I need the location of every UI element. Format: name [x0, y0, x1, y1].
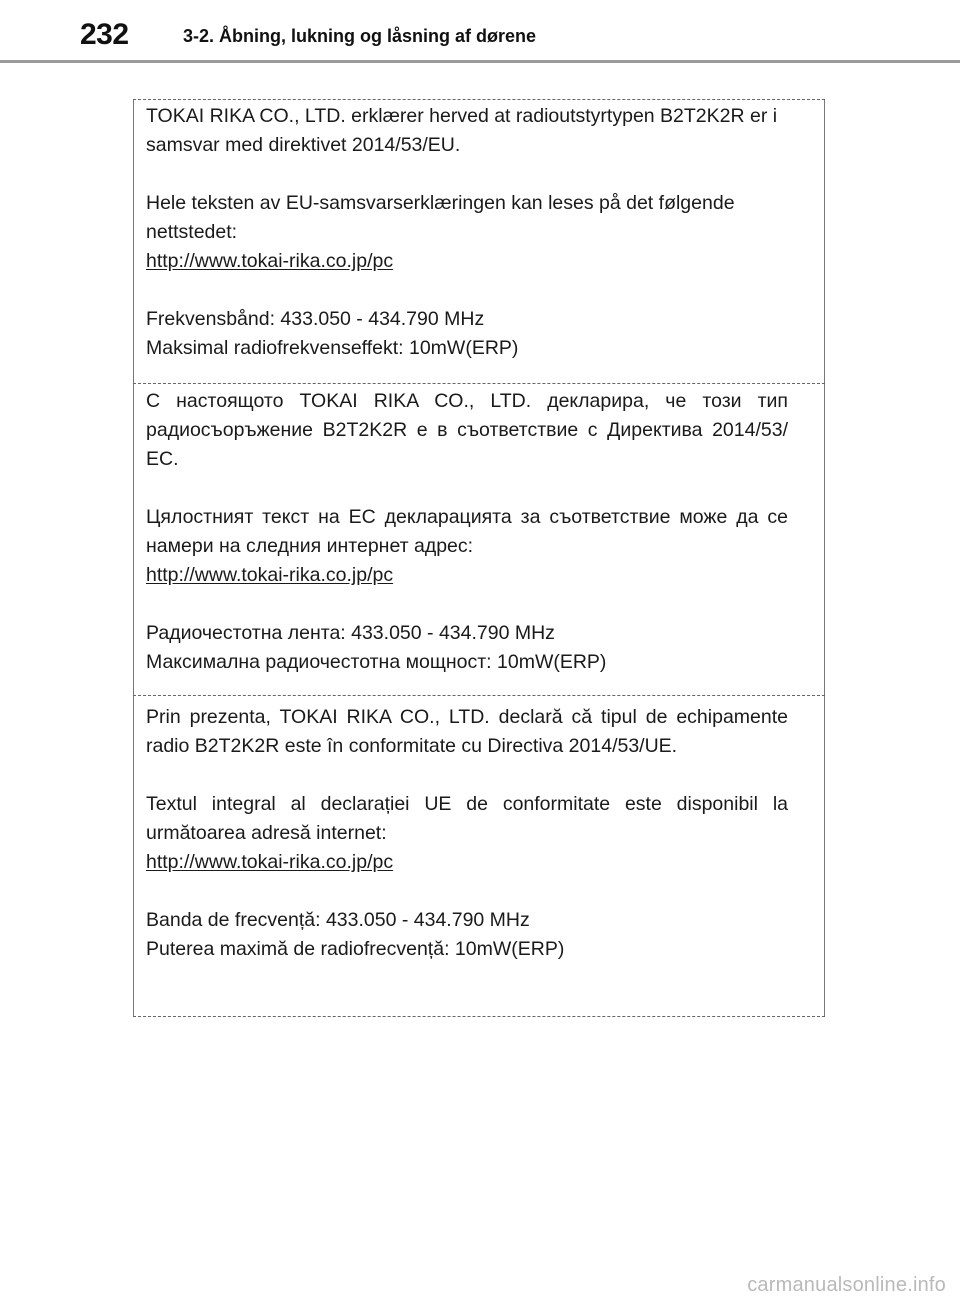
- page-header: [0, 0, 960, 62]
- declaration-availability: Textul integral al declarației UE de conformitate este disponibil la următoarea adresă internet:: [146, 793, 788, 844]
- declaration-availability: Hele teksten av EU-samsvarserklæringen kan leses på det følgende nettstedet:: [146, 192, 735, 243]
- declaration-url-link[interactable]: http://www.tokai-rika.co.jp/pc: [146, 851, 394, 873]
- box-top-divider: [133, 99, 825, 100]
- frequency-band: Frekvensbånd: 433.050 - 434.790 MHz: [146, 308, 485, 330]
- frequency-band: Banda de frecvență: 433.050 - 434.790 MHz: [146, 909, 530, 931]
- section-title: 3-2. Åbning, lukning og låsning af dørene: [183, 26, 537, 46]
- declaration-statement: Prin prezenta, TOKAI RIKA CO., LTD. declară că tipul de echipamente radio B2T2K2R este în conformitate cu Directiva 2014/53/UE.: [146, 706, 788, 757]
- max-power: Максимална радиочестотна мощност: 10mW(ERP): [146, 651, 607, 673]
- declaration-section-bulgarian: [146, 387, 788, 677]
- box-bottom-divider: [133, 1016, 825, 1017]
- frequency-band: Радиочестотна лента: 433.050 - 434.790 MHz: [146, 622, 555, 644]
- declaration-statement: TOKAI RIKA CO., LTD. erklærer herved at radioutstyrtypen B2T2K2R er i samsvar med direktivet 2014/53/EU.: [146, 105, 778, 156]
- declaration-url-link[interactable]: http://www.tokai-rika.co.jp/pc: [146, 564, 394, 586]
- header-divider: [0, 60, 960, 63]
- page-number: 232: [80, 18, 129, 51]
- section-divider: [133, 383, 825, 384]
- max-power: Maksimal radiofrekvenseffekt: 10mW(ERP): [146, 337, 519, 359]
- declaration-statement: С настоящото TOKAI RIKA CO., LTD. декларира, че този тип радиосъоръжение B2T2K2R е в съответствие с Директива 2014/53/ЕС.: [146, 390, 788, 470]
- watermark-text: carmanualsonline.info: [747, 1274, 946, 1296]
- section-divider: [133, 695, 825, 696]
- declaration-url-link[interactable]: http://www.tokai-rika.co.jp/pc: [146, 250, 394, 272]
- max-power: Puterea maximă de radiofrecvență: 10mW(ERP): [146, 938, 565, 960]
- declaration-availability: Цялостният текст на ЕС декларацията за съответствие може да се намери на следния интернет адрес:: [146, 506, 788, 557]
- declaration-section-norwegian: [146, 102, 788, 363]
- declaration-section-romanian: [146, 703, 788, 964]
